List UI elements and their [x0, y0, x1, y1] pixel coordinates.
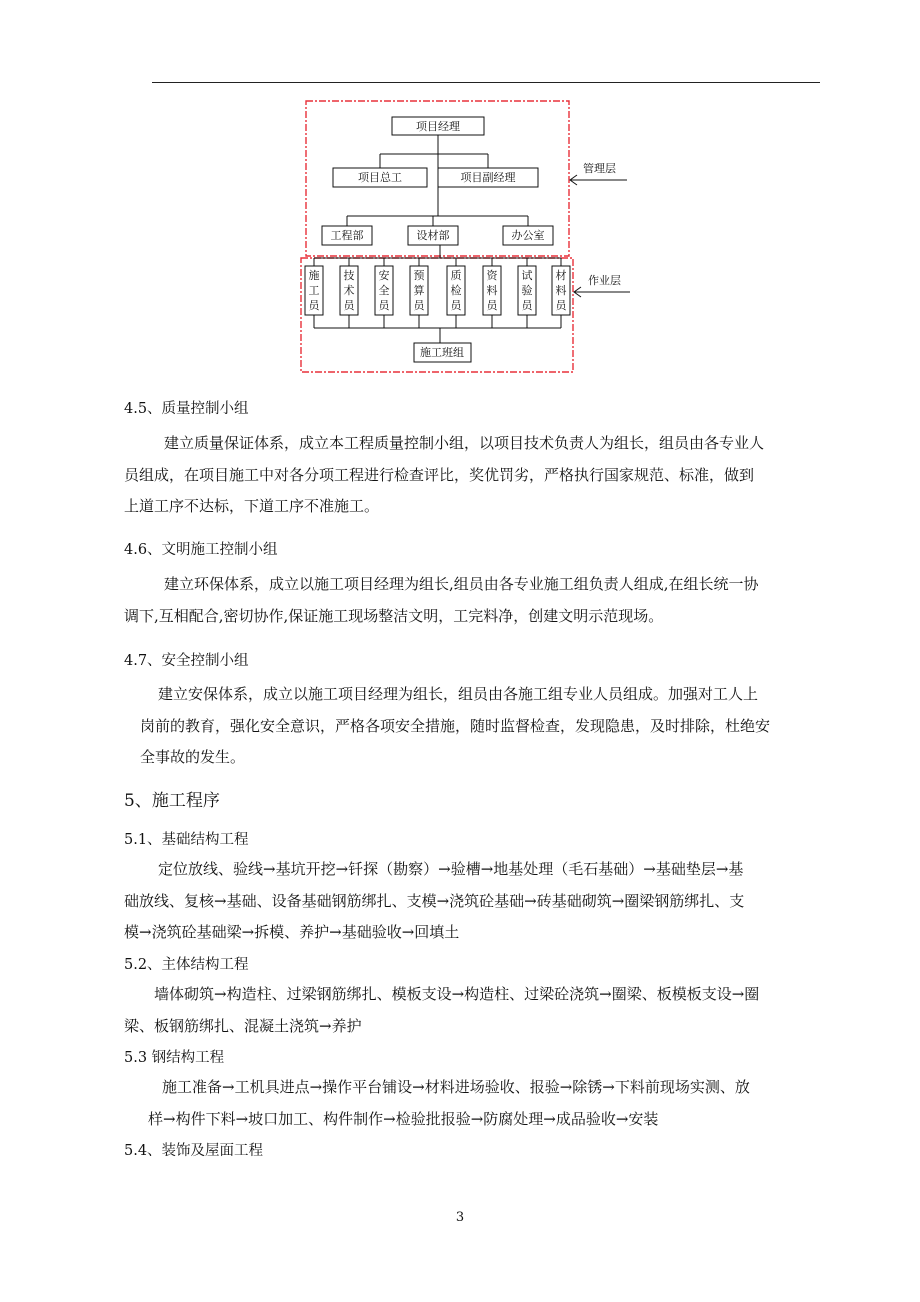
- text-line: 上道工序不达标，下道工序不准施工。: [124, 497, 380, 515]
- text-line: 建立环保体系，成立以施工项目经理为组长,组员由各专业施工组负责人组成,在组长统一协: [164, 575, 759, 593]
- svg-text:材: 材: [555, 269, 567, 282]
- svg-text:员: 员: [413, 299, 425, 312]
- svg-text:员: 员: [486, 299, 498, 312]
- work-layer-pointer: [574, 273, 630, 297]
- org-chart: [0, 0, 920, 380]
- heading-5-3: 5.3 钢结构工程: [124, 1050, 225, 1066]
- node-role-safety: [375, 266, 393, 315]
- node-chief-engineer: [333, 168, 427, 187]
- svg-text:员: 员: [450, 299, 462, 312]
- svg-text:全: 全: [378, 284, 390, 297]
- node-role-testing: [518, 266, 536, 315]
- node-role-quality: [447, 266, 465, 315]
- svg-text:算: 算: [413, 284, 425, 297]
- svg-text:设材部: 设材部: [416, 229, 450, 242]
- svg-text:员: 员: [378, 299, 390, 312]
- node-construction-team: [414, 343, 471, 362]
- text-line: 岗前的教育，强化安全意识，严格各项安全措施，随时监督检查，发现隐患，及时排除，杜绝安: [140, 716, 771, 735]
- heading-5-1: 5.1、基础结构工程: [124, 832, 249, 848]
- heading-5-4: 5.4、装饰及屋面工程: [124, 1143, 264, 1159]
- svg-text:验: 验: [521, 284, 533, 297]
- text-line: 建立安保体系，成立以施工项目经理为组长，组员由各施工组专业人员组成。加强对工人上: [158, 685, 759, 703]
- svg-text:工: 工: [308, 284, 320, 297]
- svg-text:员: 员: [308, 299, 320, 312]
- svg-text:员: 员: [555, 299, 567, 312]
- work-layer-label: 作业层: [588, 274, 621, 287]
- text-line: 员组成，在项目施工中对各分项工程进行检查评比，奖优罚劣，严格执行国家规范、标准，做到: [124, 465, 755, 484]
- svg-text:安: 安: [378, 269, 390, 282]
- text-line: 模→浇筑砼基础梁→拆模、养护→基础验收→回填土: [124, 923, 460, 941]
- heading-5: 5、施工程序: [124, 791, 220, 811]
- node-engineering-dept: [322, 226, 372, 245]
- heading-5-2: 5.2、主体结构工程: [124, 957, 249, 973]
- node-role-technical: [340, 266, 358, 315]
- node-deputy-manager: [438, 168, 538, 187]
- svg-text:项目副经理: 项目副经理: [460, 171, 516, 184]
- node-role-budget: [410, 266, 428, 315]
- svg-text:预: 预: [413, 269, 425, 282]
- svg-text:料: 料: [486, 284, 498, 297]
- svg-text:员: 员: [343, 299, 355, 312]
- paragraph-4-7: [140, 679, 828, 774]
- node-project-manager: [392, 117, 484, 135]
- paragraph-4-5: [124, 428, 812, 523]
- text-line: 墙体砌筑→构造柱、过梁钢筋绑扎、模板支设→构造柱、过梁砼浇筑→圈梁、板模板支设→圈: [154, 985, 760, 1003]
- node-role-materials: [552, 266, 570, 315]
- text-line: 全事故的发生。: [140, 748, 246, 766]
- svg-text:施工班组: 施工班组: [420, 346, 464, 359]
- paragraph-4-6: [124, 569, 812, 632]
- paragraph-5-3: [148, 1072, 836, 1135]
- paragraph-5-1: [124, 854, 812, 949]
- text-line: 础放线、复核→基础、设备基础钢筋绑扎、支模→浇筑砼基础→砖基础砌筑→圈梁钢筋绑扎、支: [124, 891, 745, 910]
- heading-4-7: 4.7、安全控制小组: [124, 653, 249, 669]
- page-number: 3: [455, 1210, 465, 1225]
- heading-4-5: 4.5、质量控制小组: [124, 401, 249, 417]
- node-materials-dept: [408, 226, 458, 245]
- node-role-construction: [305, 266, 323, 315]
- svg-text:技: 技: [343, 269, 355, 282]
- text-line: 施工准备→工机具进点→操作平台铺设→材料进场验收、报验→除锈→下料前现场实测、放: [162, 1078, 750, 1096]
- node-office: [503, 226, 553, 245]
- svg-text:资: 资: [486, 269, 498, 282]
- management-layer-label: 管理层: [583, 162, 616, 175]
- text-line: 建立质量保证体系，成立本工程质量控制小组，以项目技术负责人为组长，组员由各专业人: [164, 434, 765, 452]
- text-line: 定位放线、验线→基坑开挖→钎探（勘察）→验槽→地基处理（毛石基础）→基础垫层→基: [158, 860, 744, 878]
- paragraph-5-2: [124, 979, 812, 1042]
- management-layer-pointer: [570, 161, 627, 185]
- svg-text:术: 术: [343, 284, 355, 297]
- text-line: 调下,互相配合,密切协作,保证施工现场整洁文明，工完料净，创建文明示范现场。: [124, 606, 664, 625]
- svg-text:检: 检: [450, 284, 462, 297]
- svg-text:施: 施: [308, 269, 320, 282]
- svg-text:员: 员: [521, 299, 533, 312]
- text-line: 样→构件下料→坡口加工、构件制作→检验批报验→防腐处理→成品验收→安装: [148, 1109, 659, 1128]
- node-role-documents: [483, 266, 501, 315]
- svg-text:试: 试: [521, 269, 533, 282]
- svg-text:办公室: 办公室: [511, 229, 545, 242]
- text-line: 梁、板钢筋绑扎、混凝土浇筑→养护: [124, 1016, 362, 1035]
- svg-text:工程部: 工程部: [330, 229, 364, 242]
- svg-text:项目总工: 项目总工: [358, 171, 402, 184]
- svg-text:质: 质: [450, 269, 462, 282]
- svg-text:项目经理: 项目经理: [416, 120, 460, 133]
- svg-text:料: 料: [555, 284, 567, 297]
- heading-4-6: 4.6、文明施工控制小组: [124, 542, 278, 558]
